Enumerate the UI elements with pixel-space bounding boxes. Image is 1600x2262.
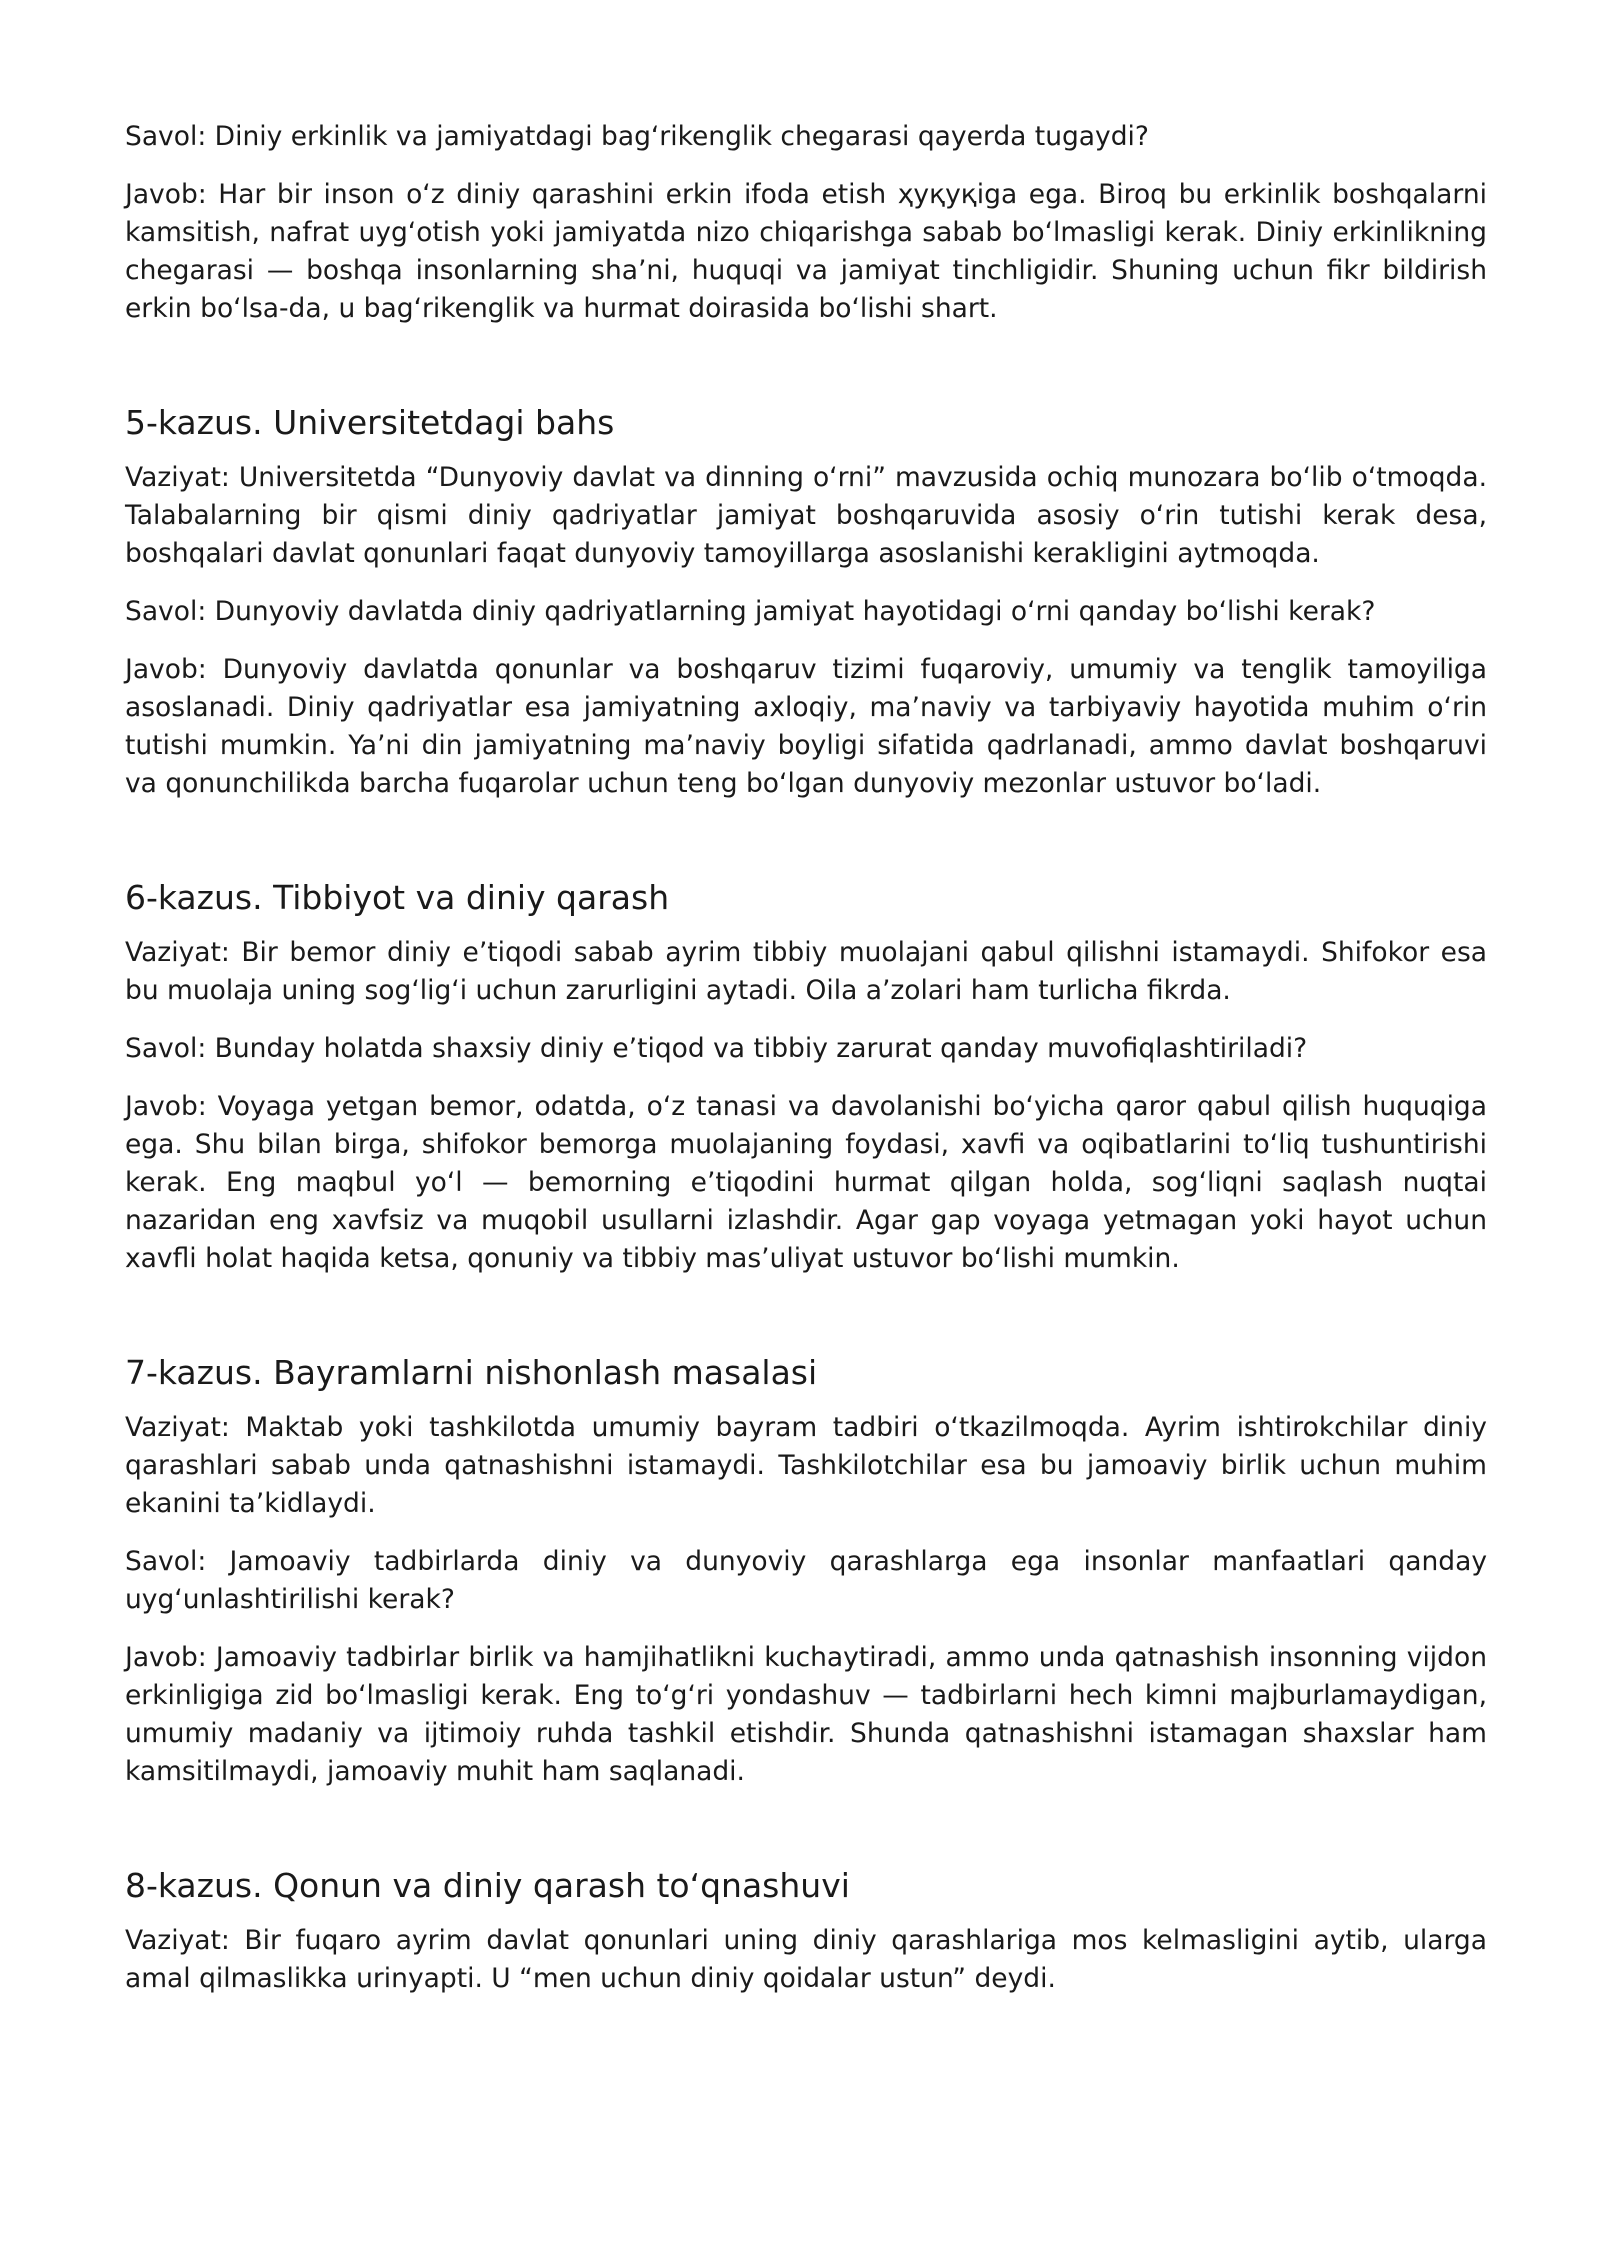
intro-answer: Javob: Har bir inson o‘z diniy qarashini erkin ifoda etish ҳуқуқiga ega. Biroq bu erkinlik boshqalarni kamsitish, nafrat uyg‘otish yoki jamiyatda nizo chiqarishga sabab bo‘lmasligi kerak. Diniy erkinlikning chegarasi — boshqa insonlarning sha’ni, huquqi va jamiyat tinchligidir. Shuning uchun fikr bildirish erkin bo‘lsa-da, u bag‘rikenglik va hurmat doirasida bo‘lishi shart.	[125, 179, 1487, 324]
case-situation: Vaziyat: Bir bemor diniy e’tiqodi sabab ayrim tibbiy muolajani qabul qilishni istamaydi. Shifokor esa bu muolaja uning sog‘lig‘i uchun zarurligini aytadi. Oila a’zolari ham turlicha fikrda.	[125, 937, 1487, 1006]
case-question: Savol: Dunyoviy davlatda diniy qadriyatlarning jamiyat hayotidagi o‘rni qanday bo‘lishi kerak?	[125, 596, 1376, 627]
case-heading: 6-kazus. Tibbiyot va diniy qarash	[125, 878, 670, 917]
intro-question: Savol: Diniy erkinlik va jamiyatdagi bag‘rikenglik chegarasi qayerda tugaydi?	[125, 121, 1149, 152]
case-answer: Javob: Voyaga yetgan bemor, odatda, o‘z tanasi va davolanishi bo‘yicha qaror qabul qilish huquqiga ega. Shu bilan birga, shifokor bemorga muolajaning foydasi, xavfi va oqibatlarini to‘liq tushuntirishi kerak. Eng maqbul yo‘l — bemorning e’tiqodini hurmat qilgan holda, sog‘liqni saqlash nuqtai nazaridan eng xavfsiz va muqobil usullarni izlashdir. Agar gap voyaga yetmagan yoki hayot uchun xavfli holat haqida ketsa, qonuniy va tibbiy mas’uliyat ustuvor bo‘lishi mumkin.	[125, 1091, 1487, 1274]
case-situation: Vaziyat: Maktab yoki tashkilotda umumiy bayram tadbiri o‘tkazilmoqda. Ayrim ishtirokchilar diniy qarashlari sabab unda qatnashishni istamaydi. Tashkilotchilar esa bu jamoaviy birlik uchun muhim ekanini ta’kidlaydi.	[125, 1412, 1487, 1519]
case-heading: 8-kazus. Qonun va diniy qarash to‘qnashuvi	[125, 1866, 850, 1905]
case-question: Savol: Jamoaviy tadbirlarda diniy va dunyoviy qarashlarga ega insonlar manfaatlari qanday uyg‘unlashtirilishi kerak?	[125, 1546, 1487, 1615]
case-6	[125, 876, 1487, 1278]
case-5	[125, 401, 1487, 803]
case-answer: Javob: Jamoaviy tadbirlar birlik va hamjihatlikni kuchaytiradi, ammo unda qatnashish insonning vijdon erkinligiga zid bo‘lmasligi kerak. Eng to‘g‘ri yondashuv — tadbirlarni hech kimni majburlamaydigan, umumiy madaniy va ijtimoiy ruhda tashkil etishdir. Shunda qatnashishni istamagan shaxslar ham kamsitilmaydi, jamoaviy muhit ham saqlanadi.	[125, 1642, 1487, 1787]
case-8	[125, 1864, 1487, 1998]
case-question: Savol: Bunday holatda shaxsiy diniy e’tiqod va tibbiy zarurat qanday muvofiqlashtiriladi?	[125, 1033, 1308, 1064]
document-page	[125, 118, 1487, 1998]
case-answer: Javob: Dunyoviy davlatda qonunlar va boshqaruv tizimi fuqaroviy, umumiy va tenglik tamoyiliga asoslanadi. Diniy qadriyatlar esa jamiyatning axloqiy, ma’naviy va tarbiyaviy hayotida muhim o‘rin tutishi mumkin. Ya’ni din jamiyatning ma’naviy boyligi sifatida qadrlanadi, ammo davlat boshqaruvi va qonunchilikda barcha fuqarolar uchun teng bo‘lgan dunyoviy mezonlar ustuvor bo‘ladi.	[125, 654, 1487, 799]
case-7	[125, 1351, 1487, 1791]
case-situation: Vaziyat: Bir fuqaro ayrim davlat qonunlari uning diniy qarashlariga mos kelmasligini aytib, ularga amal qilmaslikka urinyapti. U “men uchun diniy qoidalar ustun” deydi.	[125, 1925, 1487, 1994]
case-situation: Vaziyat: Universitetda “Dunyoviy davlat va dinning o‘rni” mavzusida ochiq munozara bo‘lib o‘tmoqda. Talabalarning bir qismi diniy qadriyatlar jamiyat boshqaruvida asosiy o‘rin tutishi kerak desa, boshqalari davlat qonunlari faqat dunyoviy tamoyillarga asoslanishi kerakligini aytmoqda.	[125, 462, 1487, 569]
case-heading: 5-kazus. Universitetdagi bahs	[125, 403, 615, 442]
case-heading: 7-kazus. Bayramlarni nishonlash masalasi	[125, 1353, 818, 1392]
